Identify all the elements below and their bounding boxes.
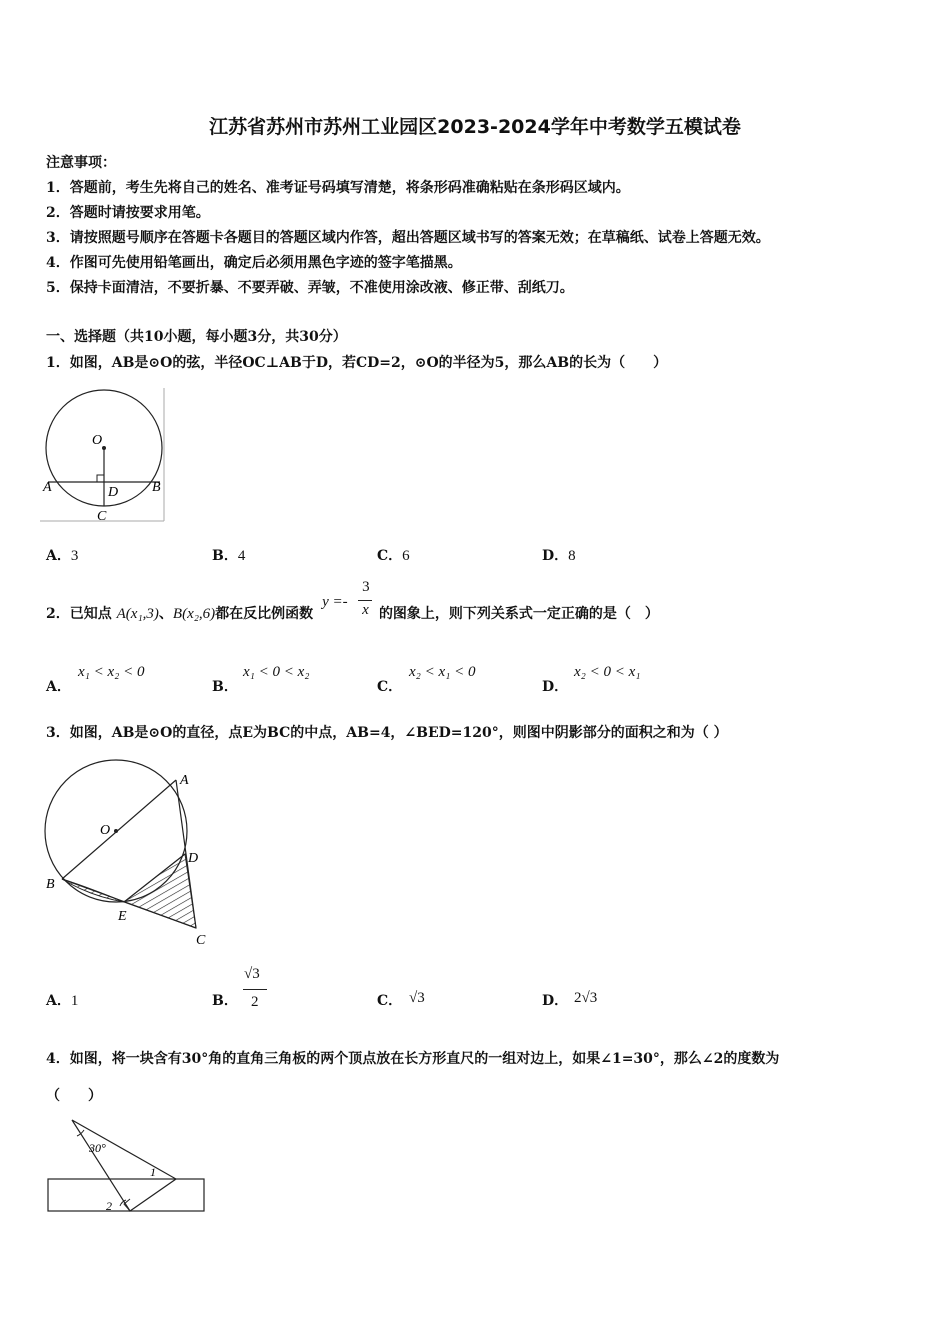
label-d: D — [188, 851, 199, 866]
option-c[interactable]: C．6 — [377, 548, 410, 564]
label-2: 2 — [106, 1199, 112, 1213]
option-a[interactable]: A．1 — [46, 993, 79, 1009]
label-b: B — [152, 480, 161, 495]
option-d-formula: 2√3 — [574, 990, 598, 1006]
notice-item: 4．作图可先使用铅笔画出，确定后必须用黑色字迹的签字笔描黑。 — [46, 255, 462, 271]
function-formula: y =- 3 x — [318, 604, 374, 624]
notice-item: 1．答题前，考生先将自己的姓名、准考证号码填写清楚，将条形码准确粘贴在条形码区域内。 — [46, 180, 630, 196]
option-c-formula: √3 — [409, 990, 425, 1006]
notice-item: 3．请按照题号顺序在答题卡各题目的答题区域内作答，超出答题区域书写的答案无效；在草稿纸、试卷上答题无效。 — [46, 230, 770, 246]
point-a: A(x₁,3) — [116, 606, 159, 622]
option-b[interactable]: B． — [212, 993, 238, 1009]
option-d-formula: x₂ < 0 < x₁ — [574, 664, 641, 680]
label-e: E — [118, 909, 127, 924]
option-a[interactable]: A．3 — [46, 548, 79, 564]
option-c[interactable]: C． — [377, 993, 403, 1009]
label-c: C — [196, 933, 206, 948]
question-4-figure — [44, 1116, 214, 1220]
notice-item: 5．保持卡面清洁，不要折暴、不要弄破、弄皱，不准使用涂改液、修正带、刮纸刀。 — [46, 280, 574, 296]
diameter-ab — [62, 780, 176, 879]
label-o: O — [92, 433, 103, 448]
label-d: D — [108, 485, 119, 500]
question-1-text: 1．如图，AB是⊙O的弦，半径OC⊥AB于D，若CD=2，⊙O的半径为5，那么AB的长为（ ） — [46, 355, 668, 371]
label-30: 30° — [89, 1141, 106, 1155]
shaded-region-right — [124, 854, 196, 928]
option-b-denominator: 2 — [251, 994, 259, 1010]
label-a: A — [180, 773, 189, 788]
option-d[interactable]: D． — [542, 679, 569, 695]
option-d[interactable]: D． — [542, 993, 569, 1009]
option-a[interactable]: A． — [46, 679, 71, 695]
option-b[interactable]: B． — [212, 679, 238, 695]
question-3-text: 3．如图，AB是⊙O的直径，点E为BC的中点，AB=4，∠BED=120°，则图中阴影部分的面积之和为（ ） — [46, 725, 728, 741]
option-a-formula: x₁ < x₂ < 0 — [78, 664, 145, 680]
label-o: O — [100, 823, 111, 838]
page-title: 江苏省苏州市苏州工业园区2023-2024学年中考数学五模试卷 — [209, 116, 741, 138]
label-b: B — [46, 877, 55, 892]
triangle-ruler — [72, 1120, 176, 1211]
option-c[interactable]: C． — [377, 679, 403, 695]
option-c-formula: x₂ < x₁ < 0 — [409, 664, 476, 680]
question-2-text: 2．已知点 A(x₁,3)、B(x₂,6)都在反比例函数 y =- 3 x 的图象上，则下列关系式一定正确的是（ ） — [46, 579, 659, 622]
fraction-bar — [243, 989, 267, 990]
label-c: C — [97, 509, 107, 524]
label-a: A — [43, 480, 52, 495]
option-b-numerator: √3 — [244, 966, 260, 982]
option-d[interactable]: D．8 — [542, 548, 576, 564]
center-point — [114, 829, 118, 833]
label-1: 1 — [150, 1165, 156, 1179]
center-point — [102, 446, 106, 450]
question-4-paren: （ ） — [46, 1088, 102, 1104]
option-b[interactable]: B．4 — [212, 548, 246, 564]
question-1-figure — [40, 388, 170, 528]
question-3-figure — [40, 756, 220, 951]
right-angle-mark — [97, 475, 104, 482]
question-4-text: 4．如图，将一块含有30°角的直角三角板的两个顶点放在长方形直尺的一组对边上，如果∠1=30°，那么∠2的度数为 — [46, 1051, 780, 1067]
point-b: B(x₂,6) — [172, 606, 216, 622]
notice-item: 2．答题时请按要求用笔。 — [46, 205, 210, 221]
notice-heading: 注意事项： — [46, 155, 116, 171]
section-heading: 一、选择题（共10小题，每小题3分，共30分） — [46, 329, 347, 345]
option-b-formula: x₁ < 0 < x₂ — [243, 664, 310, 680]
